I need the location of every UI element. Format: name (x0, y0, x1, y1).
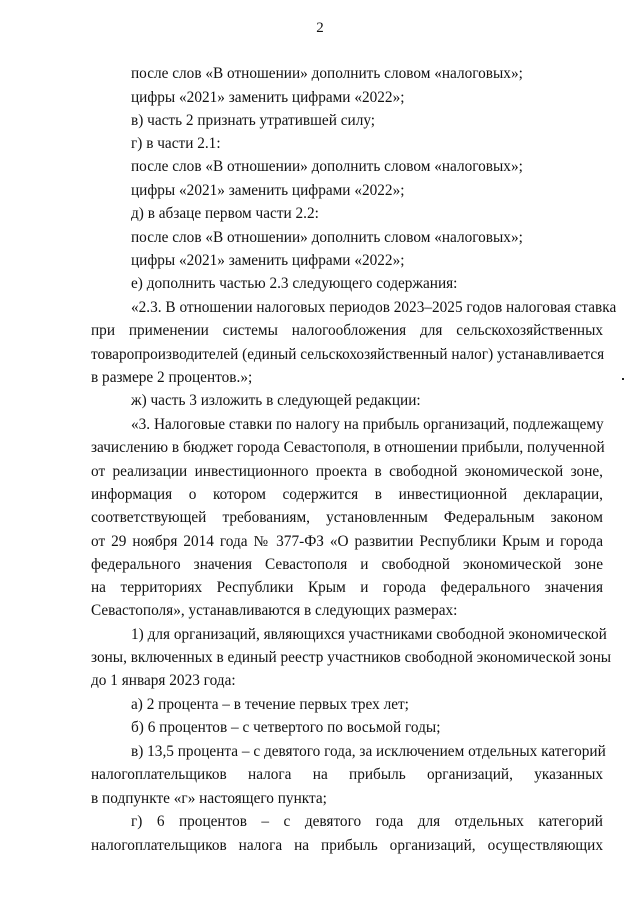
text-line: д) в абзаце первом части 2.2: (131, 205, 319, 222)
text-line: от 29 ноября 2014 года № 377-ФЗ «О развитии Республики Крым и города (91, 533, 603, 550)
text-line: в подпункте «г» настоящего пункта; (91, 790, 327, 807)
text-line: после слов «В отношении» дополнить словом «налоговых»; (131, 65, 523, 82)
text-line: цифры «2021» заменить цифрами «2022»; (131, 89, 405, 106)
text-line: «3. Налоговые ставки по налогу на прибыль организаций, подлежащему (131, 416, 604, 433)
text-line: в) часть 2 признать утратившей силу; (131, 112, 376, 129)
text-line: в) 13,5 процента – с девятого года, за исключением отдельных категорий (131, 743, 606, 760)
text-line: информация о котором содержится в инвестиционной декларации, (91, 486, 603, 503)
text-line: федерального значения Севастополя и свободной экономической зоне (91, 556, 603, 573)
page-number: 2 (316, 20, 324, 36)
text-line: соответствующей требованиям, установленным Федеральным законом (91, 509, 603, 526)
text-line: «2.3. В отношении налоговых периодов 2023–2025 годов налоговая ставка (131, 299, 617, 316)
text-line: г) 6 процентов – с девятого года для отдельных категорий (131, 813, 603, 830)
text-line: цифры «2021» заменить цифрами «2022»; (131, 252, 405, 269)
text-line: Севастополя», устанавливаются в следующих размерах: (91, 602, 458, 619)
text-line: б) 6 процентов – с четвертого по восьмой годы; (131, 719, 441, 736)
scan-dot (622, 378, 624, 380)
text-line: при применении системы налогообложения для сельскохозяйственных (91, 322, 603, 339)
text-line: от реализации инвестиционного проекта в свободной экономической зоне, (91, 463, 603, 480)
text-line: зачислению в бюджет города Севастополя, в отношении прибыли, полученной (91, 439, 605, 456)
text-line: в размере 2 процентов.»; (91, 369, 253, 386)
text-line: после слов «В отношении» дополнить словом «налоговых»; (131, 229, 523, 246)
text-line: а) 2 процента – в течение первых трех лет; (131, 696, 409, 713)
text-line: товаропроизводителей (единый сельскохозяйственный налог) устанавливается (91, 346, 605, 363)
text-line: на территориях Республики Крым и города федерального значения (91, 579, 603, 596)
text-line: 1) для организаций, являющихся участниками свободной экономической (131, 626, 607, 643)
text-line: после слов «В отношении» дополнить словом «налоговых»; (131, 158, 523, 175)
text-line: до 1 января 2023 года: (91, 672, 236, 689)
text-line: г) в части 2.1: (131, 135, 221, 152)
text-line: цифры «2021» заменить цифрами «2022»; (131, 182, 405, 199)
text-line: зоны, включенных в единый реестр участников свободной экономической зоны (91, 649, 612, 666)
text-line: е) дополнить частью 2.3 следующего содержания: (131, 275, 458, 292)
text-line: налогоплательщиков налога на прибыль организаций, осуществляющих (91, 837, 603, 854)
text-line: налогоплательщиков налога на прибыль организаций, указанных (91, 766, 603, 783)
text-line: ж) часть 3 изложить в следующей редакции: (131, 392, 421, 409)
